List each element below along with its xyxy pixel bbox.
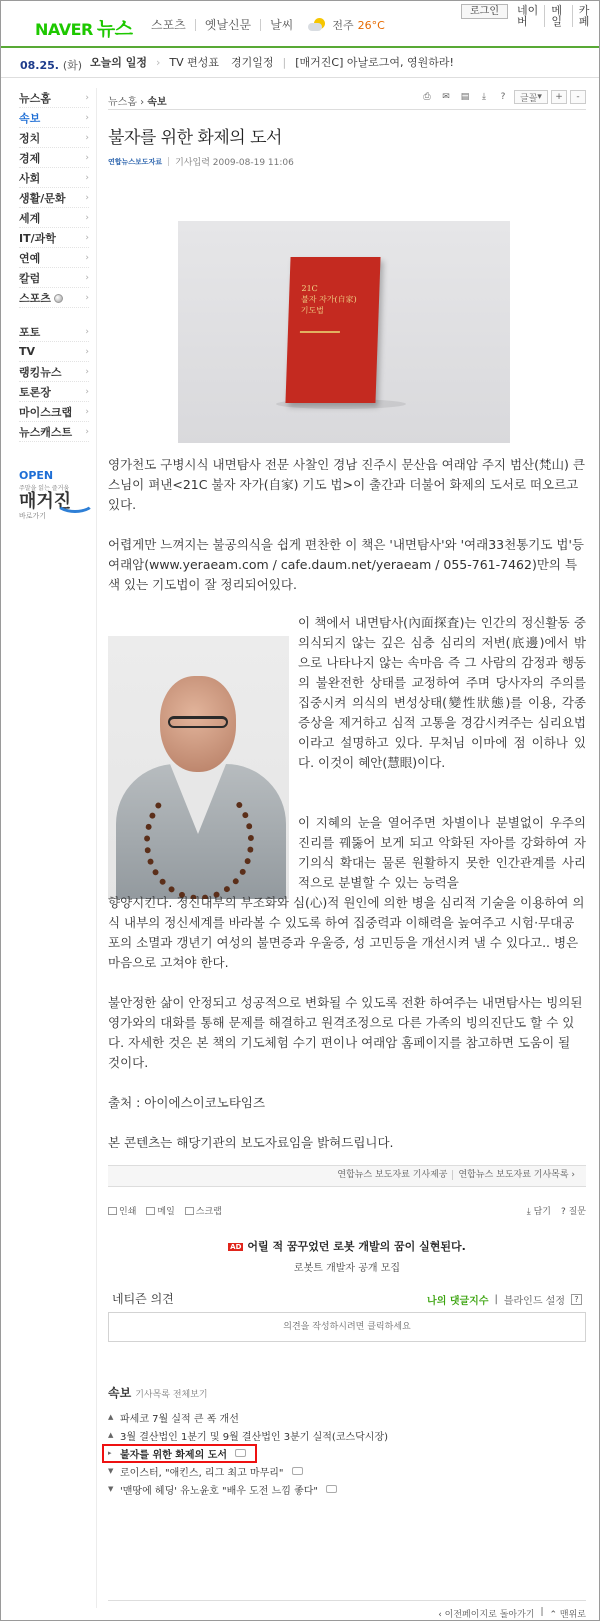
up-arrow-icon: ▲ [108, 1413, 114, 1421]
weather-city: 전주 [332, 19, 354, 32]
article-title: 불자를 위한 화제의 도서 [108, 128, 282, 148]
current-arrow-icon: ▸ [108, 1449, 112, 1457]
chevron-right-icon: › [85, 326, 89, 337]
blind-settings-link[interactable]: 블라인드 설정 [503, 1296, 565, 1307]
font-increase-button[interactable]: + [551, 90, 567, 104]
nav-photo[interactable]: 포토 › [19, 322, 89, 342]
paragraph-2: 어렵게만 느껴지는 불공의식을 쉽게 편찬한 이 책은 '내면탐사'와 '여래33천통기도 법'등 여래암(www.yeraeam.com / cafe.daum.net/yeraeam / 055-761-7462)만의 특색 있는 기도법이 잘 정리되어있다. [108, 537, 584, 592]
scrap-icon[interactable]: ▤ [460, 92, 470, 102]
help-icon[interactable]: ? [571, 1294, 582, 1305]
print-icon[interactable]: ⎙ [423, 92, 431, 102]
paragraph-4-wrap: 이 지혜의 눈을 열어주면 차별이나 분별없이 우주의 진리를 꿰뚫어 보게 되고 악화된 자아를 강화하여 자기의식 확대는 물론 원활하지 못한 인간관계를 사리적으로 분별할 수 있는 능력을 [298, 815, 586, 890]
monk-photo [108, 636, 289, 899]
nav-economy[interactable]: 경제 › [19, 148, 89, 168]
save-button[interactable]: ⤓ 담기 [526, 1207, 551, 1217]
game-schedule-link[interactable]: 경기일정 [231, 56, 274, 69]
nav-debate[interactable]: 토론장 › [19, 382, 89, 402]
down-arrow-icon: ▼ [108, 1485, 114, 1493]
today-date: 08.25. (화) [20, 59, 83, 72]
magazine-notice-link[interactable]: [매거진C] 아날로그여, 영원하라! [295, 56, 454, 69]
mail-icon[interactable]: ✉ [442, 92, 450, 102]
top-link[interactable]: ⌃ 맨위로 [549, 1610, 586, 1620]
chevron-right-icon: › [85, 346, 89, 357]
nav-sports[interactable]: 스포츠 [151, 18, 186, 32]
question-button[interactable]: ? 질문 [560, 1207, 586, 1217]
promo-more: 바로가기 [19, 512, 47, 520]
nav-weather[interactable]: 날씨 [260, 19, 302, 31]
article-date: 기사입력 2009-08-19 11:06 [175, 158, 294, 168]
camera-icon [326, 1485, 337, 1493]
chevron-right-icon: › [85, 92, 89, 103]
current-item-highlight [102, 1444, 257, 1463]
nav-ranking[interactable]: 랭킹뉴스 › [19, 362, 89, 382]
promo-sub: 주말을 읽는 즐거움 [19, 485, 70, 492]
magazine-c-promo[interactable] [19, 469, 89, 521]
swoosh-icon [55, 491, 95, 513]
print-icon [108, 1207, 117, 1215]
back-link[interactable]: ‹ 이전페이지로 돌아가기 [438, 1610, 535, 1620]
promo-mag: 매거진 [19, 491, 72, 512]
chevron-right-icon: › [85, 366, 89, 377]
ad-tag: AD [230, 1243, 242, 1251]
font-select[interactable]: 글꼴 ▾ [514, 90, 548, 104]
top-nav [151, 17, 385, 33]
source-logo[interactable]: 연합뉴스보도자료 [108, 157, 163, 166]
chevron-right-icon: › [85, 426, 89, 437]
nav-old-newspaper[interactable]: 옛날신문 [195, 19, 260, 31]
list-item[interactable]: ▲ 3월 결산법인 1분기 및 9월 결산법인 3분기 실적(코스닥시장) [108, 1431, 389, 1443]
tv-schedule-link[interactable]: TV 편성표 [169, 56, 219, 69]
nav-life-culture[interactable]: 생활/문화 › [19, 188, 89, 208]
link-mail[interactable]: 메일 [544, 5, 571, 27]
action-bar [108, 1204, 586, 1220]
breadcrumb-bar [108, 88, 586, 110]
column-divider [96, 88, 97, 1608]
chevron-right-icon: › [85, 192, 89, 203]
nav-my-scrap[interactable]: 마이스크랩 › [19, 402, 89, 422]
naver-news-logo[interactable]: NAVER 뉴스 [35, 18, 133, 40]
nav-politics[interactable]: 정치 › [19, 128, 89, 148]
breaking-title: 속보 [108, 1386, 132, 1400]
list-item[interactable]: ▼ 로이스터, "애킨스, 리그 최고 마무리" [108, 1462, 586, 1480]
promo-open: OPEN [19, 469, 54, 482]
nav-news-home[interactable]: 뉴스홈 › [19, 88, 89, 108]
top-bar [1, 0, 599, 46]
chevron-right-icon: › [85, 132, 89, 143]
left-nav [19, 88, 89, 442]
crumb-home[interactable]: 뉴스홈 [108, 97, 137, 108]
nav-newscast[interactable]: 뉴스캐스트 › [19, 422, 89, 442]
paragraph-source: 출처 : 아이에스이코노타임즈 [108, 1095, 266, 1110]
mail-icon [146, 1207, 155, 1215]
list-item[interactable]: ▼ '맨땅에 헤딩' 유노윤호 "배우 도전 느낌 좋다" [108, 1480, 586, 1498]
chevron-right-icon: › [85, 232, 89, 243]
today-schedule-link[interactable]: 오늘의 일정 [90, 56, 147, 69]
download-icon[interactable]: ⤓ [482, 92, 486, 102]
nav-world[interactable]: 세계 › [19, 208, 89, 228]
link-cafe[interactable]: 카페 [572, 5, 599, 27]
scrap-button[interactable]: 스크랩 [185, 1204, 222, 1217]
crumb-current: 속보 [147, 97, 167, 108]
nav-sports-side[interactable]: 스포츠 › [19, 288, 89, 308]
up-arrow-icon: ▲ [108, 1431, 114, 1439]
date-bar [1, 48, 599, 78]
help-icon[interactable]: ? [500, 92, 506, 102]
ad-subline[interactable]: 로봇트 개발자 공개 모집 [293, 1263, 401, 1274]
nav-it-science[interactable]: IT/과학 › [19, 228, 89, 248]
paragraph-3: 이 책에서 내면탐사(內面探査)는 인간의 정신활동 중 의식되지 않는 깊은 심층 심리의 저변(底邊)에서 밖으로 나타나지 않는 속마음 즉 그 사람의 감정과 행동의 불완전한 상태를 교정하여 주며 당사자의 주의를 집중시켜 의식의 변성상태(變性狀態)를 이용, 각종 증상을 제거하고 심적 고통을 경감시켜주는 심리요법이라고 설명하고 있다. 무처님 이마에 점 이하나 있다. 이것이 혜안(慧眼)이다. [298, 615, 586, 770]
chevron-right-icon: › [85, 212, 89, 223]
breadcrumb: 뉴스홈 › 속보 [108, 97, 167, 108]
date-links: 오늘의 일정 › TV 편성표 경기일정 | [매거진C] 아날로그여, 영원하라! [84, 57, 460, 68]
link-naver[interactable]: 네이버 [517, 4, 539, 28]
nav-column[interactable]: 칼럼 › [19, 268, 89, 288]
camera-icon [292, 1467, 303, 1475]
chevron-right-icon: › [85, 152, 89, 163]
weather-temp: 26°C [357, 18, 385, 32]
source-links-bar [108, 1165, 586, 1187]
login-button[interactable]: 로그인 [461, 4, 508, 19]
partly-cloudy-icon [308, 18, 328, 32]
article-footer: ‹ 이전페이지로 돌아가기 | ⌃ 맨위로 [108, 1600, 586, 1620]
chevron-right-icon: › [85, 272, 89, 283]
breaking-news-list [108, 1384, 586, 1498]
ad-headline[interactable]: 어릴 적 꿈꾸었던 로봇 개발의 꿈이 실현된다. [247, 1240, 466, 1253]
list-item[interactable]: ▲ 파세코 7월 실적 큰 폭 개선 [108, 1413, 239, 1425]
list-item-current[interactable]: ▸ 불자를 위한 화제의 도서 [108, 1444, 586, 1462]
nav-tv[interactable]: TV › [19, 342, 89, 362]
chevron-right-icon: › [85, 112, 89, 123]
book-photo [178, 221, 510, 443]
nav-society[interactable]: 사회 › [19, 168, 89, 188]
ad-banner[interactable] [108, 1238, 586, 1274]
mail-button[interactable]: 메일 [146, 1204, 174, 1217]
paragraph-1: 영가천도 구병시식 내면탐사 전문 사찰인 경남 진주시 문산읍 여래암 주지 범산(梵山) 큰 스님이 펴낸<21C 불자 자가(自家) 기도 법>이 출간과 더불어 화제의 도서로 떠오르고 있다. [108, 457, 585, 512]
user-links [511, 5, 599, 27]
nav-breaking[interactable]: 속보 › [19, 108, 89, 128]
source-provider-link[interactable]: 연합뉴스 보도자료 기사제공 [337, 1170, 448, 1180]
down-arrow-icon: ▼ [108, 1467, 114, 1475]
chevron-right-icon: › [85, 252, 89, 263]
article-tools [419, 90, 586, 104]
font-decrease-button[interactable]: - [570, 90, 586, 104]
nav-entertainment[interactable]: 연예 › [19, 248, 89, 268]
chevron-right-icon: › [85, 406, 89, 417]
all-articles-link[interactable]: 기사목록 전체보기 [135, 1390, 208, 1400]
book-cover: 21C 불자 자가(自家) 기도법 [285, 257, 380, 403]
chevron-right-icon: › [85, 386, 89, 397]
my-comment-index-link[interactable]: 나의 댓글지수 [427, 1296, 489, 1307]
chevron-right-icon: › [85, 292, 89, 303]
comments-title: 네티즌 의견 [112, 1292, 174, 1306]
source-list-link[interactable]: 연합뉴스 보도자료 기사목록 › [452, 1170, 580, 1180]
comment-input[interactable]: 의견을 작성하시려면 클릭하세요 [108, 1312, 586, 1342]
weather-widget[interactable] [302, 17, 384, 33]
chevron-right-icon: › [85, 172, 89, 183]
paragraph-notice: 본 콘텐츠는 해당기관의 보도자료임을 밝혀드립니다. [108, 1135, 394, 1150]
paragraph-4: 향양시킨다. 정신내부의 부조화와 심(心)적 원인에 의한 병을 심리적 기술을 이용하여 의식 내부의 정신세계를 바라볼 수 있도록 하여 집중력과 이해력을 높여주고 시험·무대공포의 소멸과 갱년기 여성의 불면증과 우울증, 성 고민등을 개선시켜 낼 수 있다고.. 병은 마음으로 고쳐야 한다. [108, 895, 585, 970]
ball-icon [54, 294, 63, 303]
article-meta [108, 155, 294, 168]
print-button[interactable]: 인쇄 [108, 1204, 136, 1217]
scrap-icon [185, 1207, 194, 1215]
paragraph-5: 불안정한 삶이 안정되고 성공적으로 변화될 수 있도록 전환 하여주는 내면탐사는 빙의된 영가와의 대화를 통해 문제를 해결하고 원격조정으로 다른 가족의 빙의진단도 할 수 있다. 자세한 것은 본 책의 기도체험 수기 편이나 여래암 홈페이지를 참고하면 도움이 될 것이다. [108, 995, 583, 1070]
